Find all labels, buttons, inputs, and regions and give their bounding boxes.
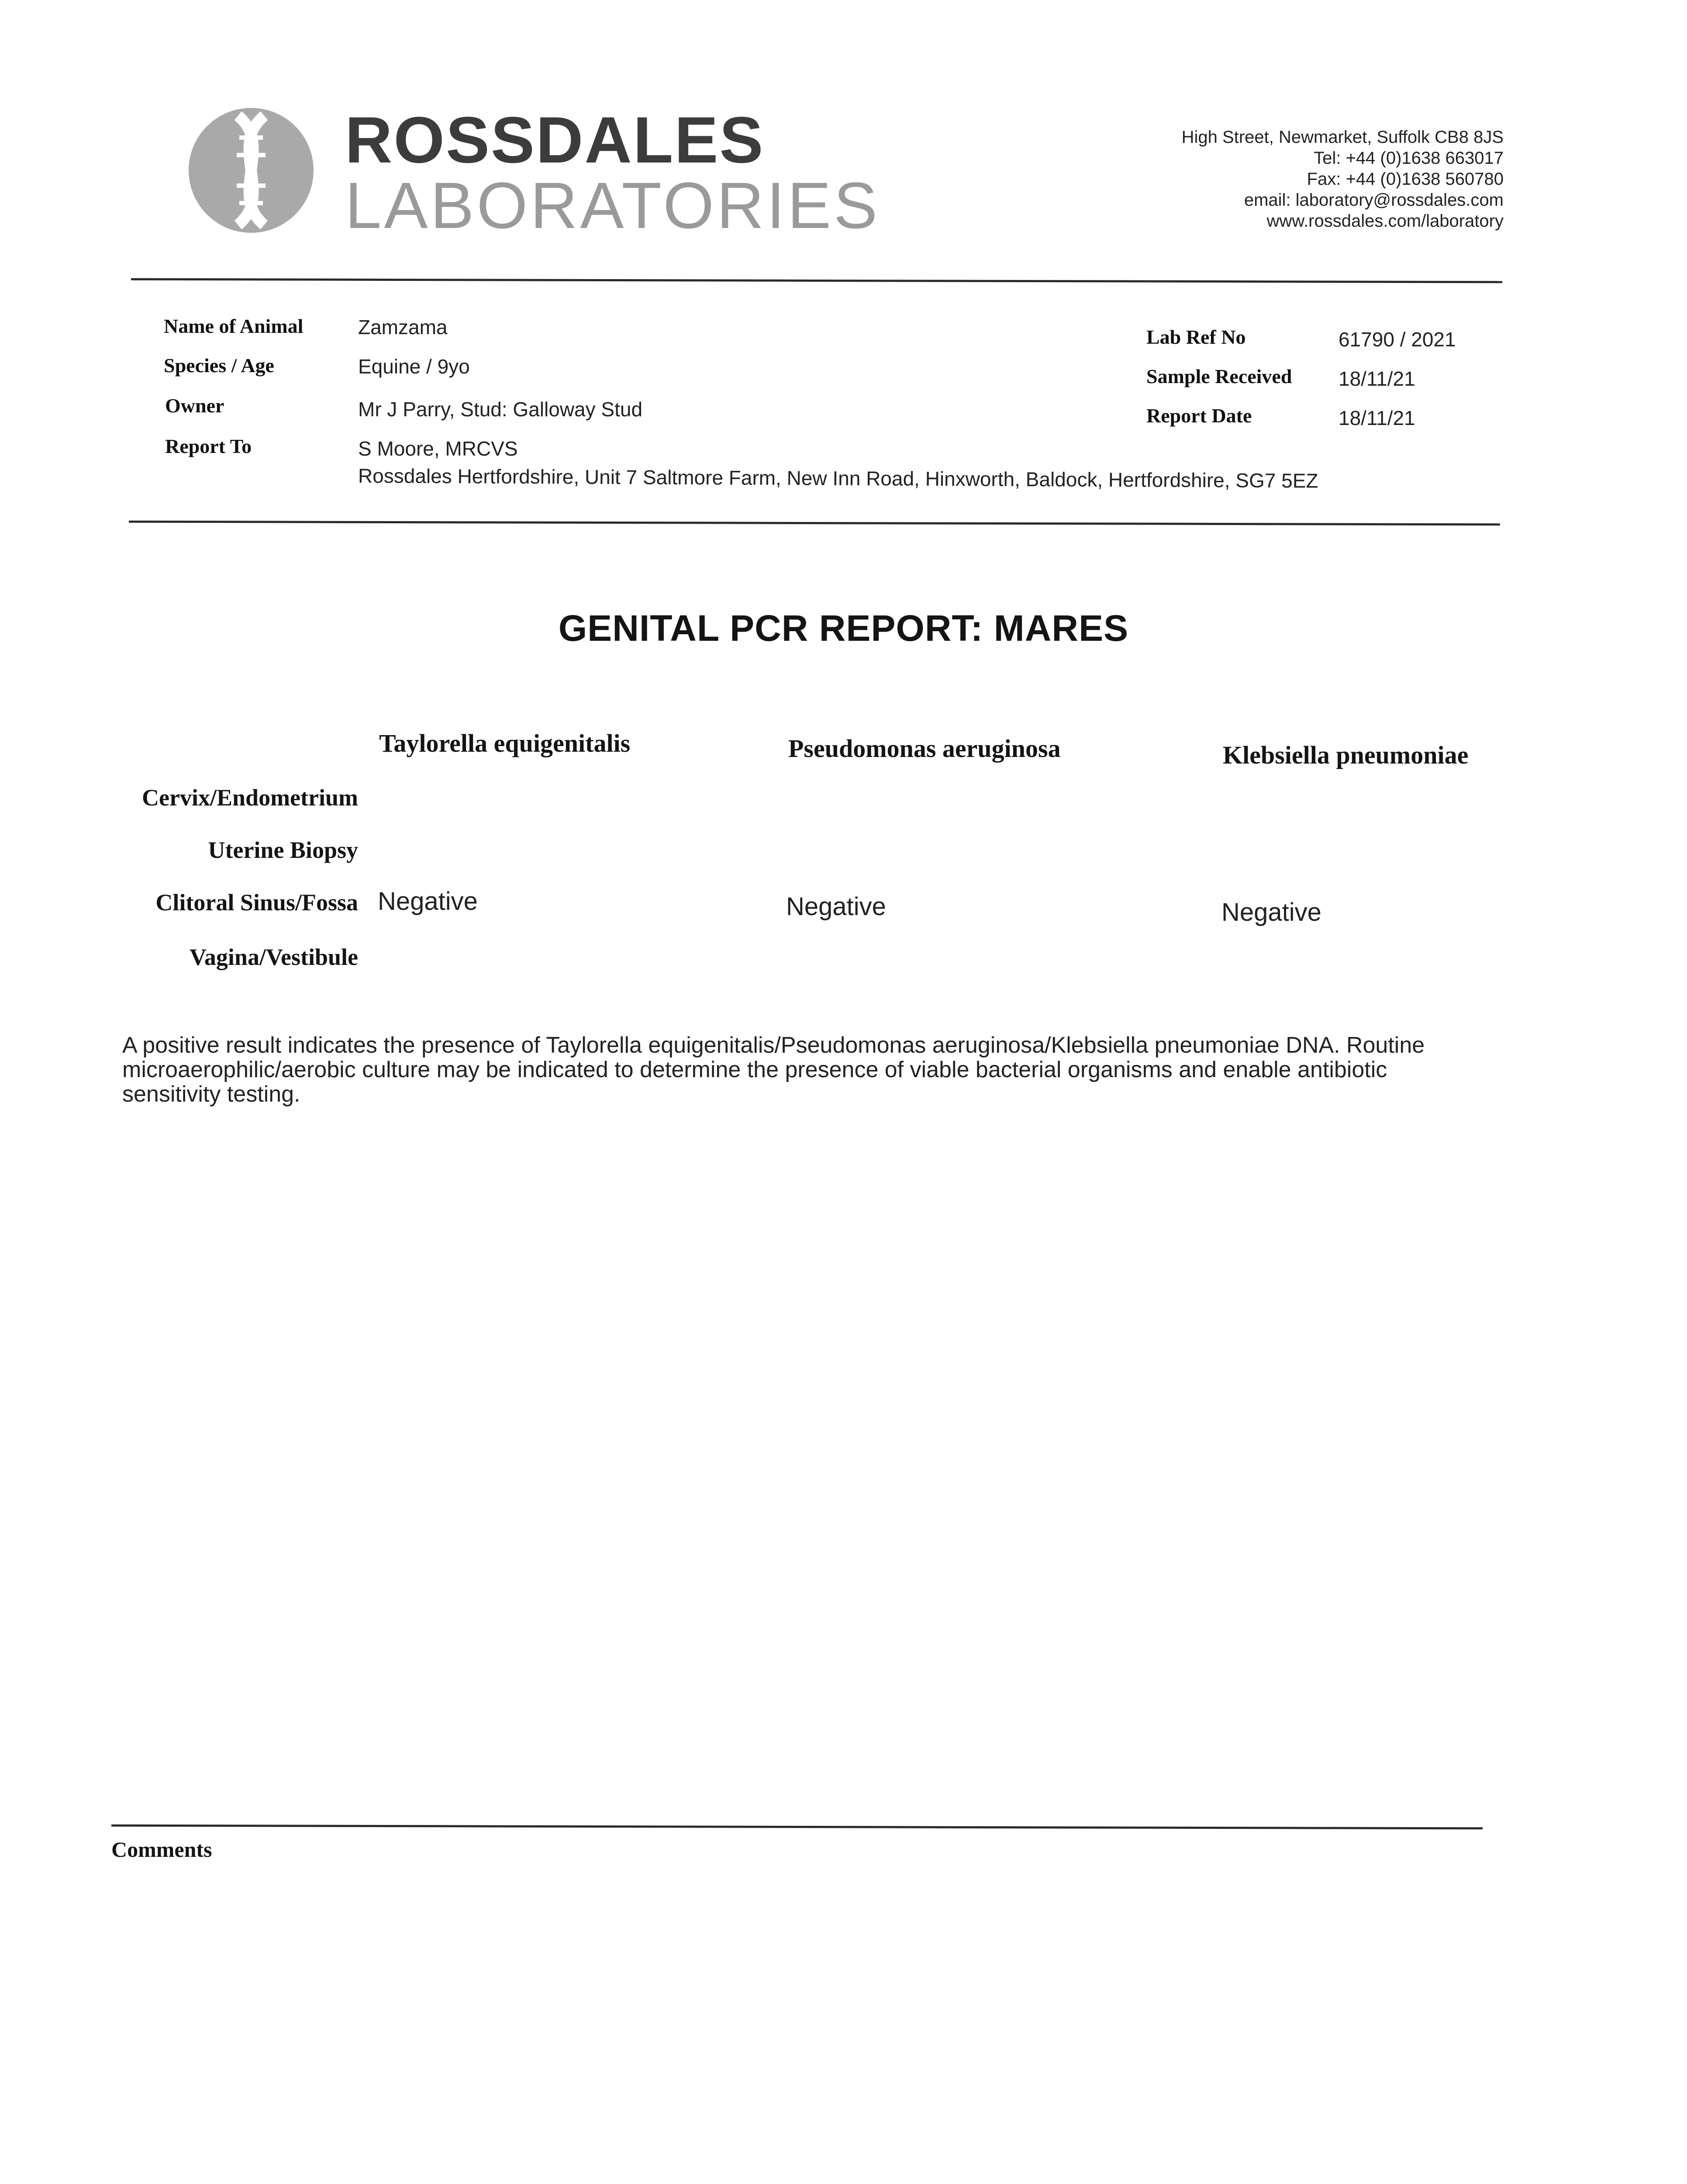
report-to-name: S Moore, MRCVS xyxy=(358,437,518,460)
logo-title: ROSSDALES xyxy=(345,103,765,176)
contact-website: www.rossdales.com/laboratory xyxy=(1266,211,1504,231)
site-clitoral-sinus-fossa: Clitoral Sinus/Fossa xyxy=(155,889,358,916)
report-title: GENITAL PCR REPORT: MARES xyxy=(558,608,1129,649)
contact-tel: Tel: +44 (0)1638 663017 xyxy=(1314,149,1504,168)
owner-value: Mr J Parry, Stud: Galloway Stud xyxy=(358,398,643,421)
site-vagina-vestibule: Vagina/Vestibule xyxy=(189,944,358,970)
name-of-animal-label: Name of Animal xyxy=(164,315,304,337)
dna-helix-icon xyxy=(188,107,314,234)
details-divider xyxy=(129,521,1500,526)
site-uterine-biopsy: Uterine Biopsy xyxy=(208,837,358,863)
organism-header-taylorella: Taylorella equigenitalis xyxy=(379,729,631,757)
comments-divider xyxy=(111,1825,1483,1830)
owner-label: Owner xyxy=(165,394,224,417)
species-age-value: Equine / 9yo xyxy=(358,355,470,378)
report-to-address: Rossdales Hertfordshire, Unit 7 Saltmore Farm, New Inn Road, Hinxworth, Baldock, Hertfordshire, SG7 5EZ xyxy=(358,464,1318,492)
report-date-label: Report Date xyxy=(1146,404,1252,427)
report-to-label: Report To xyxy=(165,435,252,457)
organism-header-klebsiella: Klebsiella pneumoniae xyxy=(1223,741,1469,769)
sample-received-label: Sample Received xyxy=(1146,365,1292,387)
result-pseudomonas-clitoral: Negative xyxy=(786,892,886,921)
lab-ref-label: Lab Ref No xyxy=(1146,326,1246,348)
contact-address: High Street, Newmarket, Suffolk CB8 8JS xyxy=(1181,128,1504,147)
contact-email: email: laboratory@rossdales.com xyxy=(1244,190,1504,210)
organism-header-pseudomonas: Pseudomonas aeruginosa xyxy=(788,734,1061,763)
contact-fax: Fax: +44 (0)1638 560780 xyxy=(1307,169,1504,189)
logo-subtitle: LABORATORIES xyxy=(345,169,880,242)
sample-received-value: 18/11/21 xyxy=(1339,367,1415,390)
site-cervix-endometrium: Cervix/Endometrium xyxy=(142,784,358,811)
species-age-label: Species / Age xyxy=(164,354,274,377)
comments-label: Comments xyxy=(111,1837,212,1862)
contact-block xyxy=(1182,127,1504,232)
result-taylorella-clitoral: Negative xyxy=(378,887,478,916)
interpretation-note: A positive result indicates the presence of Taylorella equigenitalis/Pseudomonas aeruginosa/Klebsiella pneumoniae DNA. Routine microaerophilic/aerobic culture may be indicated to determine the presence of viable bacterial organisms and enable antibiotic sensitivity testing. xyxy=(122,1033,1425,1107)
report-date-value: 18/11/21 xyxy=(1339,407,1415,429)
header-divider xyxy=(131,278,1502,283)
name-of-animal-value: Zamzama xyxy=(358,316,448,339)
lab-ref-value: 61790 / 2021 xyxy=(1339,328,1456,351)
result-klebsiella-clitoral: Negative xyxy=(1221,898,1321,926)
